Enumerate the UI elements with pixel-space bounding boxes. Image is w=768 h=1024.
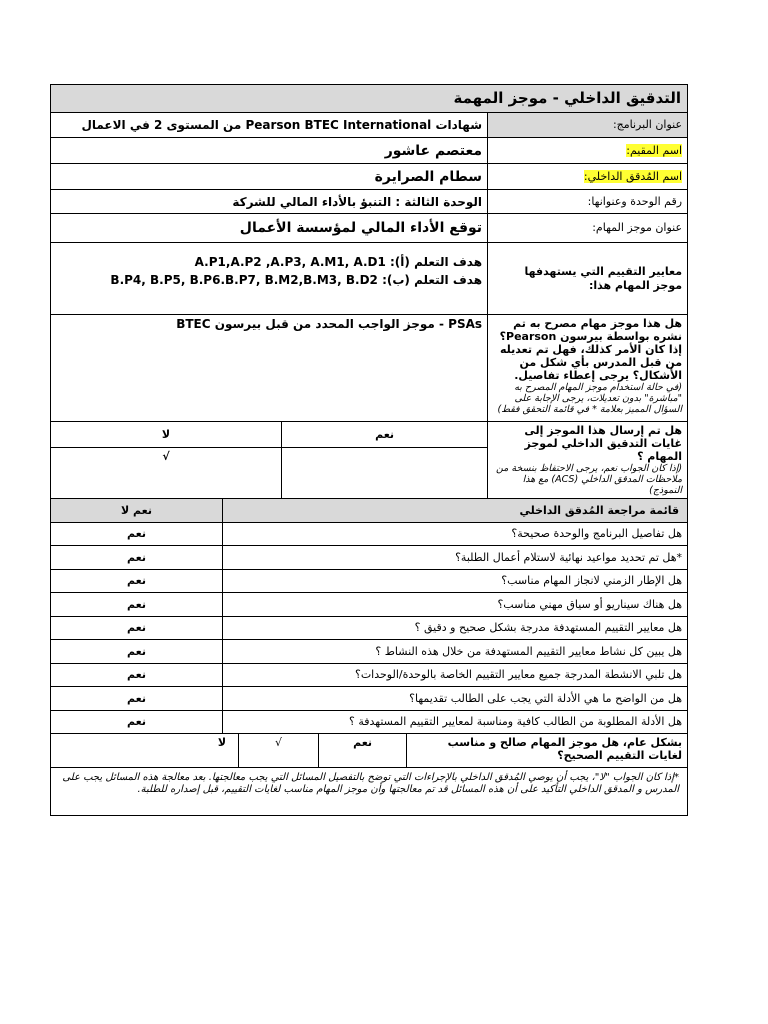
- checklist-question: هل هناك سيناريو أو سياق مهني مناسب؟: [223, 593, 688, 617]
- checklist-row: [51, 593, 688, 617]
- iv-label-text: اسم المُدقق الداخلي:: [583, 169, 683, 183]
- criteria-line-1: هدف التعلم (أ): A.P1,A.P2 ,A.P3, A.M1, A.D1: [194, 255, 483, 269]
- sent-no-answer: √: [51, 448, 282, 499]
- checklist-row: [51, 617, 688, 640]
- checklist-answer: نعم: [51, 711, 223, 734]
- checklist-answer: نعم: [51, 593, 223, 617]
- checklist-question: هل من الواضح ما هي الأدلة التي يجب على الطالب تقديمها؟: [223, 687, 688, 711]
- authorised-note: (في حالة استخدام موجز المهام المصرح به "مباشرة" بدون تعديلات، يرجى الإجابة على السؤال المميز بعلامة * في قائمة التحقق فقط): [497, 382, 683, 415]
- criteria-label: معايير التقييم التي يستهدفها موجز المهام هذا:: [488, 243, 688, 315]
- criteria-value: [51, 243, 488, 315]
- sent-question: هل تم إرسال هذا الموجز إلى غايات التدقيق الداخلي لموجز المهام ؟: [524, 424, 683, 463]
- assessor-label: [488, 138, 688, 164]
- overall-question: بشكل عام، هل موجز المهام صالح و مناسب لغايات التقييم الصحيح؟: [407, 734, 688, 768]
- assessor-label-text: اسم المقيم:: [626, 143, 683, 157]
- authorised-question-cell: [488, 315, 688, 422]
- iv-value: سطام الصرايرة: [51, 164, 488, 190]
- checklist-question: هل الإطار الزمني لانجاز المهام مناسب؟: [223, 570, 688, 593]
- footnote: *إذا كان الجواب "لا"، يجب أن يوصي المُدقق الداخلي بالإجراءات التي توضح بالتفصيل المسائل التي يجب معالجتها. بعد معالجة هذه المسائل يجب على المدرس و المدقق الداخلي التأكيد على أن هذه المسائل قد تم معالجتها وأن موجز المهام مناسب لغايات التقييم، قبل إصداره للطلبة.: [51, 768, 688, 816]
- sent-yes-answer: [282, 448, 488, 499]
- program-value: شهادات Pearson BTEC International من المستوى 2 في الاعمال: [51, 113, 488, 138]
- program-label: عنوان البرنامج:: [488, 113, 688, 138]
- sent-yes-header: نعم: [282, 422, 488, 448]
- checklist-question: هل يبين كل نشاط معايير التقييم المستهدفة من خلال هذه النشاط ؟: [223, 640, 688, 664]
- overall-yes-label: نعم: [319, 734, 407, 768]
- authorised-answer: PSAs - موجز الواجب المحدد من قبل بيرسون BTEC: [51, 315, 488, 422]
- checklist-row: [51, 546, 688, 570]
- checklist-question: هل تفاصيل البرنامج والوحدة صحيحة؟: [223, 523, 688, 546]
- checklist-answer: نعم: [51, 640, 223, 664]
- checklist-row: [51, 687, 688, 711]
- form-table: [50, 84, 688, 816]
- internal-verification-form: [50, 84, 687, 816]
- checklist-row: [51, 664, 688, 687]
- assessor-value: معتصم عاشور: [51, 138, 488, 164]
- checklist-answer: نعم: [51, 570, 223, 593]
- sent-question-cell: [488, 422, 688, 499]
- form-title: التدقيق الداخلي - موجز المهمة: [51, 85, 688, 113]
- checklist-row: [51, 711, 688, 734]
- sent-note: (إذا كان الجواب نعم، يرجى الاحتفاظ بنسخة من ملاحظات المدقق الداخلي (ACS) مع هذا النموذج): [496, 463, 683, 496]
- checklist-question: *هل تم تحديد مواعيد نهائية لاستلام أعمال الطلبة؟: [223, 546, 688, 570]
- criteria-line-2: هدف التعلم (ب): B.P4, B.P5, B.P6.B.P7, B.M2,B.M3, B.D2: [110, 273, 483, 287]
- task-title-label: عنوان موجز المهام:: [488, 214, 688, 243]
- checklist-row: [51, 523, 688, 546]
- unit-value: الوحدة الثالثة : التنبؤ بالأداء المالي للشركة: [51, 190, 488, 214]
- checklist-answer-header: نعم لا: [51, 499, 223, 523]
- overall-no-cell: [51, 734, 239, 768]
- checklist-row: [51, 570, 688, 593]
- overall-yes-mark: √: [239, 734, 319, 768]
- sent-no-header: لا: [51, 422, 282, 448]
- unit-label: رقم الوحدة وعنوانها:: [488, 190, 688, 214]
- checklist-answer: نعم: [51, 664, 223, 687]
- checklist-answer: نعم: [51, 687, 223, 711]
- overall-no-label: لا: [217, 736, 227, 749]
- checklist-answer: نعم: [51, 523, 223, 546]
- checklist-question: هل الأدلة المطلوبة من الطالب كافية ومناسبة لمعايير التقييم المستهدفة ؟: [223, 711, 688, 734]
- checklist-answer: نعم: [51, 617, 223, 640]
- task-title-value: توقع الأداء المالي لمؤسسة الأعمال: [51, 214, 488, 243]
- checklist-header: قائمة مراجعة المُدقق الداخلي: [223, 499, 688, 523]
- authorised-question: هل هذا موجز مهام مصرح به تم نشره بواسطة بيرسون Pearson؟ إذا كان الأمر كذلك، فهل تم تعديله من قبل المدرس بأي شكل من الأشكال؟ يرجى إعطاء تفاصيل.: [499, 317, 683, 382]
- checklist-question: هل تلبي الانشطة المدرجة جميع معايير التقييم الخاصة بالوحدة/الوحدات؟: [223, 664, 688, 687]
- checklist-row: [51, 640, 688, 664]
- iv-label: [488, 164, 688, 190]
- checklist-answer: نعم: [51, 546, 223, 570]
- checklist-question: هل معايير التقييم المستهدفة مدرجة بشكل صحيح و دقيق ؟: [223, 617, 688, 640]
